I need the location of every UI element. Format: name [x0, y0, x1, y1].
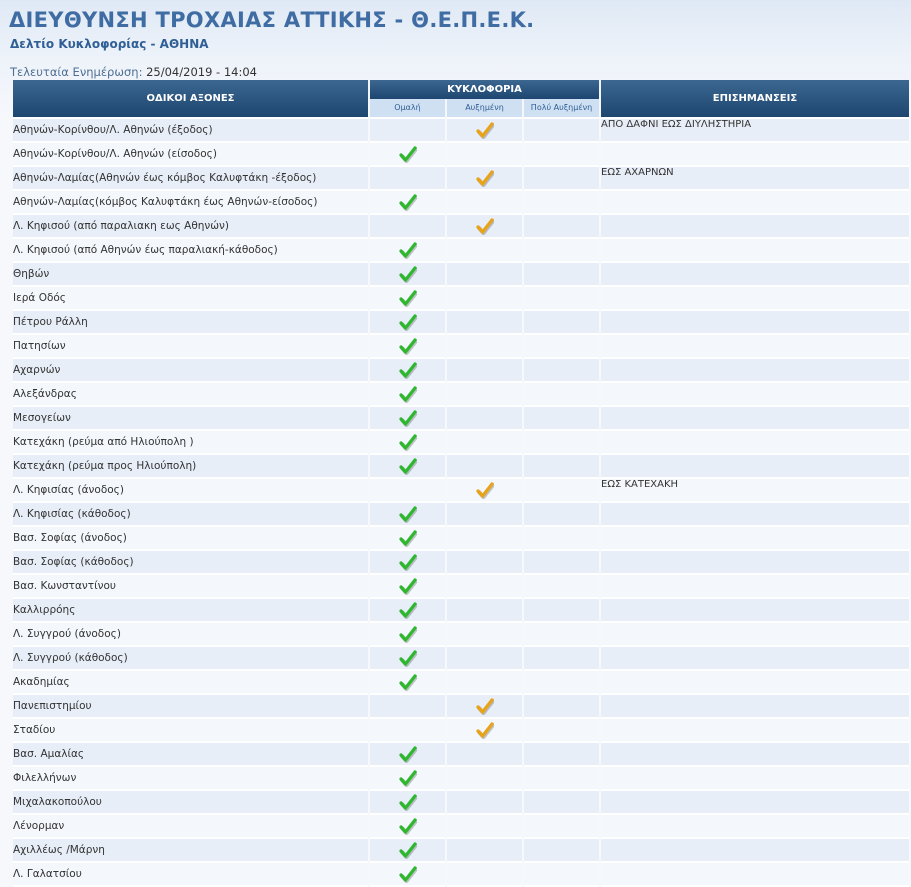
road-note: [601, 215, 909, 239]
check-icon: [399, 770, 417, 787]
check-icon: [476, 482, 494, 499]
road-note: [601, 287, 909, 311]
road-note: [601, 791, 909, 815]
table-row: [13, 143, 909, 167]
status-cell-increased: [447, 263, 522, 287]
road-name: Ακαδημίας: [13, 671, 368, 695]
status-cell-normal: [370, 167, 445, 191]
check-icon: [476, 722, 494, 739]
check-icon: [399, 578, 417, 595]
table-row: [13, 599, 909, 623]
status-cell-increased: [447, 743, 522, 767]
table-row: [13, 527, 909, 551]
status-cell-normal: [370, 239, 445, 263]
status-cell-increased: [447, 503, 522, 527]
status-cell-increased: [447, 767, 522, 791]
road-name: Κατεχάκη (ρεύμα από Ηλιούπολη ): [13, 431, 368, 455]
check-icon: [399, 458, 417, 475]
status-cell-normal: [370, 407, 445, 431]
check-icon: [399, 266, 417, 283]
table-row: [13, 647, 909, 671]
table-row: [13, 383, 909, 407]
road-name: Αθηνών-Κορίνθου/Λ. Αθηνών (είσοδος): [13, 143, 368, 167]
road-name: Αχιλλέως /Μάρνη: [13, 839, 368, 863]
road-name: Βασ. Σοφίας (κάθοδος): [13, 551, 368, 575]
status-cell-normal: [370, 527, 445, 551]
status-cell-increased: [447, 191, 522, 215]
table-row: [13, 335, 909, 359]
check-icon: [399, 362, 417, 379]
status-cell-increased: [447, 575, 522, 599]
status-cell-increased: [447, 431, 522, 455]
table-row: [13, 575, 909, 599]
road-note: [601, 431, 909, 455]
road-name: Λ. Κηφισίας (κάθοδος): [13, 503, 368, 527]
status-cell-very-increased: [524, 191, 599, 215]
status-cell-very-increased: [524, 167, 599, 191]
road-note: [601, 359, 909, 383]
check-icon: [399, 530, 417, 547]
table-row: [13, 407, 909, 431]
status-cell-very-increased: [524, 311, 599, 335]
table-row: [13, 767, 909, 791]
road-note: [601, 455, 909, 479]
status-cell-normal: [370, 455, 445, 479]
status-cell-increased: [447, 407, 522, 431]
check-icon: [399, 818, 417, 835]
check-icon: [399, 410, 417, 427]
road-name: Λένορμαν: [13, 815, 368, 839]
column-header-notes: ΕΠΙΣΗΜΑΝΣΕΙΣ: [601, 80, 909, 119]
status-cell-very-increased: [524, 527, 599, 551]
table-row: [13, 623, 909, 647]
road-name: Βασ. Αμαλίας: [13, 743, 368, 767]
status-cell-increased: [447, 599, 522, 623]
road-note: [601, 863, 909, 887]
status-cell-increased: [447, 167, 522, 191]
status-cell-increased: [447, 839, 522, 863]
road-note: [601, 263, 909, 287]
status-cell-normal: [370, 335, 445, 359]
road-name: Βασ. Κωνσταντίνου: [13, 575, 368, 599]
road-name: Πατησίων: [13, 335, 368, 359]
road-note: [601, 551, 909, 575]
road-name: Βασ. Σοφίας (άνοδος): [13, 527, 368, 551]
road-note: [601, 671, 909, 695]
status-cell-normal: [370, 719, 445, 743]
table-row: [13, 311, 909, 335]
table-row: [13, 551, 909, 575]
road-name: Αχαρνών: [13, 359, 368, 383]
traffic-table-body: [13, 119, 909, 887]
status-cell-increased: [447, 143, 522, 167]
status-cell-normal: [370, 791, 445, 815]
check-icon: [399, 842, 417, 859]
table-row: [13, 191, 909, 215]
last-updated-value: 25/04/2019 - 14:04: [146, 65, 257, 79]
check-icon: [399, 242, 417, 259]
table-row: [13, 671, 909, 695]
road-note: [601, 191, 909, 215]
road-note: [601, 719, 909, 743]
status-cell-very-increased: [524, 407, 599, 431]
status-cell-normal: [370, 815, 445, 839]
status-cell-very-increased: [524, 239, 599, 263]
table-row: [13, 431, 909, 455]
road-name: Μεσογείων: [13, 407, 368, 431]
status-cell-increased: [447, 479, 522, 503]
road-note: [601, 143, 909, 167]
road-name: Φιλελλήνων: [13, 767, 368, 791]
status-cell-increased: [447, 551, 522, 575]
status-cell-very-increased: [524, 695, 599, 719]
status-cell-very-increased: [524, 503, 599, 527]
status-cell-normal: [370, 215, 445, 239]
status-cell-normal: [370, 191, 445, 215]
status-cell-very-increased: [524, 287, 599, 311]
column-header-roads: ΟΔΙΚΟΙ ΑΞΟΝΕΣ: [13, 80, 368, 119]
status-cell-normal: [370, 863, 445, 887]
status-cell-increased: [447, 815, 522, 839]
status-cell-normal: [370, 359, 445, 383]
status-cell-normal: [370, 839, 445, 863]
status-cell-normal: [370, 143, 445, 167]
road-name: Αθηνών-Κορίνθου/Λ. Αθηνών (έξοδος): [13, 119, 368, 143]
table-row: [13, 791, 909, 815]
status-cell-very-increased: [524, 215, 599, 239]
road-note: [601, 695, 909, 719]
table-row: [13, 815, 909, 839]
road-note: [601, 575, 909, 599]
road-note: [601, 383, 909, 407]
table-row: [13, 359, 909, 383]
road-name: Αθηνών-Λαμίας(κόμβος Καλυφτάκη έως Αθηνών-είσοδος): [13, 191, 368, 215]
status-cell-increased: [447, 119, 522, 143]
road-name: Πέτρου Ράλλη: [13, 311, 368, 335]
status-cell-very-increased: [524, 263, 599, 287]
road-note: ΕΩΣ ΑΧΑΡΝΩΝ: [601, 167, 909, 191]
road-name: Αλεξάνδρας: [13, 383, 368, 407]
status-cell-normal: [370, 263, 445, 287]
status-cell-very-increased: [524, 119, 599, 143]
status-cell-very-increased: [524, 479, 599, 503]
status-cell-increased: [447, 695, 522, 719]
table-row: [13, 119, 909, 143]
check-icon: [399, 650, 417, 667]
road-name: Αθηνών-Λαμίας(Αθηνών έως κόμβος Καλυφτάκη -έξοδος): [13, 167, 368, 191]
status-cell-normal: [370, 383, 445, 407]
check-icon: [399, 866, 417, 883]
table-row: [13, 743, 909, 767]
table-row: [13, 503, 909, 527]
table-row: [13, 287, 909, 311]
page-title: ΔΙΕΥΘΥΝΣΗ ΤΡΟΧΑΙΑΣ ΑΤΤΙΚΗΣ - Θ.Ε.Π.Ε.Κ.: [9, 8, 535, 32]
check-icon: [399, 626, 417, 643]
road-name: Λ. Κηφισού (από παραλιακη εως Αθηνών): [13, 215, 368, 239]
road-name: Κατεχάκη (ρεύμα προς Ηλιούπολη): [13, 455, 368, 479]
status-cell-very-increased: [524, 863, 599, 887]
road-note: [601, 767, 909, 791]
road-note: [601, 335, 909, 359]
status-cell-very-increased: [524, 767, 599, 791]
status-cell-increased: [447, 527, 522, 551]
table-row: [13, 479, 909, 503]
check-icon: [476, 218, 494, 235]
column-header-very-increased: Πολύ Αυξημένη: [524, 99, 599, 119]
status-cell-normal: [370, 479, 445, 503]
status-cell-very-increased: [524, 335, 599, 359]
status-cell-normal: [370, 695, 445, 719]
status-cell-very-increased: [524, 575, 599, 599]
status-cell-increased: [447, 455, 522, 479]
status-cell-normal: [370, 623, 445, 647]
page-header: [0, 0, 911, 80]
status-cell-very-increased: [524, 671, 599, 695]
status-cell-increased: [447, 623, 522, 647]
status-cell-increased: [447, 863, 522, 887]
check-icon: [399, 674, 417, 691]
check-icon: [399, 146, 417, 163]
road-name: Λ. Κηφισού (από Αθηνών έως παραλιακή-κάθοδος): [13, 239, 368, 263]
check-icon: [399, 314, 417, 331]
status-cell-increased: [447, 311, 522, 335]
status-cell-increased: [447, 719, 522, 743]
status-cell-very-increased: [524, 359, 599, 383]
table-row: [13, 719, 909, 743]
status-cell-increased: [447, 383, 522, 407]
road-note: [601, 407, 909, 431]
status-cell-increased: [447, 287, 522, 311]
road-note: [601, 311, 909, 335]
road-note: [601, 815, 909, 839]
road-note: [601, 527, 909, 551]
status-cell-normal: [370, 743, 445, 767]
check-icon: [399, 434, 417, 451]
road-note: ΕΩΣ ΚΑΤΕΧΑΚΗ: [601, 479, 909, 503]
table-row: [13, 167, 909, 191]
status-cell-normal: [370, 431, 445, 455]
status-cell-very-increased: [524, 791, 599, 815]
road-name: Ιερά Οδός: [13, 287, 368, 311]
check-icon: [476, 698, 494, 715]
check-icon: [399, 602, 417, 619]
status-cell-normal: [370, 119, 445, 143]
status-cell-very-increased: [524, 455, 599, 479]
check-icon: [399, 746, 417, 763]
check-icon: [399, 794, 417, 811]
road-name: Λ. Συγγρού (άνοδος): [13, 623, 368, 647]
table-row: [13, 215, 909, 239]
table-row: [13, 239, 909, 263]
status-cell-increased: [447, 647, 522, 671]
status-cell-increased: [447, 239, 522, 263]
status-cell-normal: [370, 503, 445, 527]
column-header-normal: Ομαλή: [370, 99, 445, 119]
status-cell-increased: [447, 791, 522, 815]
column-header-traffic: ΚΥΚΛΟΦΟΡΙΑ: [370, 80, 599, 99]
status-cell-normal: [370, 647, 445, 671]
last-updated: [10, 65, 257, 79]
road-note: [601, 839, 909, 863]
status-cell-increased: [447, 671, 522, 695]
check-icon: [476, 170, 494, 187]
check-icon: [399, 506, 417, 523]
road-note: ΑΠΟ ΔΑΦΝΙ ΕΩΣ ΔΙΥΛΗΣΤΗΡΙΑ: [601, 119, 909, 143]
status-cell-very-increased: [524, 743, 599, 767]
check-icon: [399, 290, 417, 307]
table-row: [13, 263, 909, 287]
status-cell-increased: [447, 215, 522, 239]
status-cell-very-increased: [524, 599, 599, 623]
status-cell-very-increased: [524, 839, 599, 863]
status-cell-very-increased: [524, 383, 599, 407]
status-cell-normal: [370, 287, 445, 311]
status-cell-very-increased: [524, 647, 599, 671]
check-icon: [399, 386, 417, 403]
status-cell-very-increased: [524, 815, 599, 839]
traffic-table: [11, 80, 911, 887]
table-row: [13, 863, 909, 887]
road-note: [601, 647, 909, 671]
status-cell-normal: [370, 599, 445, 623]
status-cell-normal: [370, 551, 445, 575]
status-cell-very-increased: [524, 143, 599, 167]
check-icon: [476, 122, 494, 139]
check-icon: [399, 338, 417, 355]
road-name: Πανεπιστημίου: [13, 695, 368, 719]
road-name: Μιχαλακοπούλου: [13, 791, 368, 815]
road-name: Λ. Συγγρού (κάθοδος): [13, 647, 368, 671]
status-cell-very-increased: [524, 551, 599, 575]
road-note: [601, 743, 909, 767]
road-name: Καλλιρρόης: [13, 599, 368, 623]
road-note: [601, 503, 909, 527]
status-cell-very-increased: [524, 623, 599, 647]
page-subtitle: Δελτίο Κυκλοφορίας - ΑΘΗΝΑ: [10, 37, 209, 51]
road-name: Λ. Κηφισίας (άνοδος): [13, 479, 368, 503]
last-updated-label: Τελευταία Ενημέρωση:: [10, 65, 143, 79]
status-cell-normal: [370, 767, 445, 791]
status-cell-normal: [370, 671, 445, 695]
road-note: [601, 599, 909, 623]
column-header-increased: Αυξημένη: [447, 99, 522, 119]
status-cell-normal: [370, 575, 445, 599]
status-cell-very-increased: [524, 719, 599, 743]
status-cell-increased: [447, 359, 522, 383]
status-cell-increased: [447, 335, 522, 359]
check-icon: [399, 194, 417, 211]
road-name: Σταδίου: [13, 719, 368, 743]
road-name: Θηβών: [13, 263, 368, 287]
road-name: Λ. Γαλατσίου: [13, 863, 368, 887]
status-cell-normal: [370, 311, 445, 335]
road-note: [601, 239, 909, 263]
table-row: [13, 455, 909, 479]
table-row: [13, 839, 909, 863]
status-cell-very-increased: [524, 431, 599, 455]
road-note: [601, 623, 909, 647]
table-row: [13, 695, 909, 719]
check-icon: [399, 554, 417, 571]
